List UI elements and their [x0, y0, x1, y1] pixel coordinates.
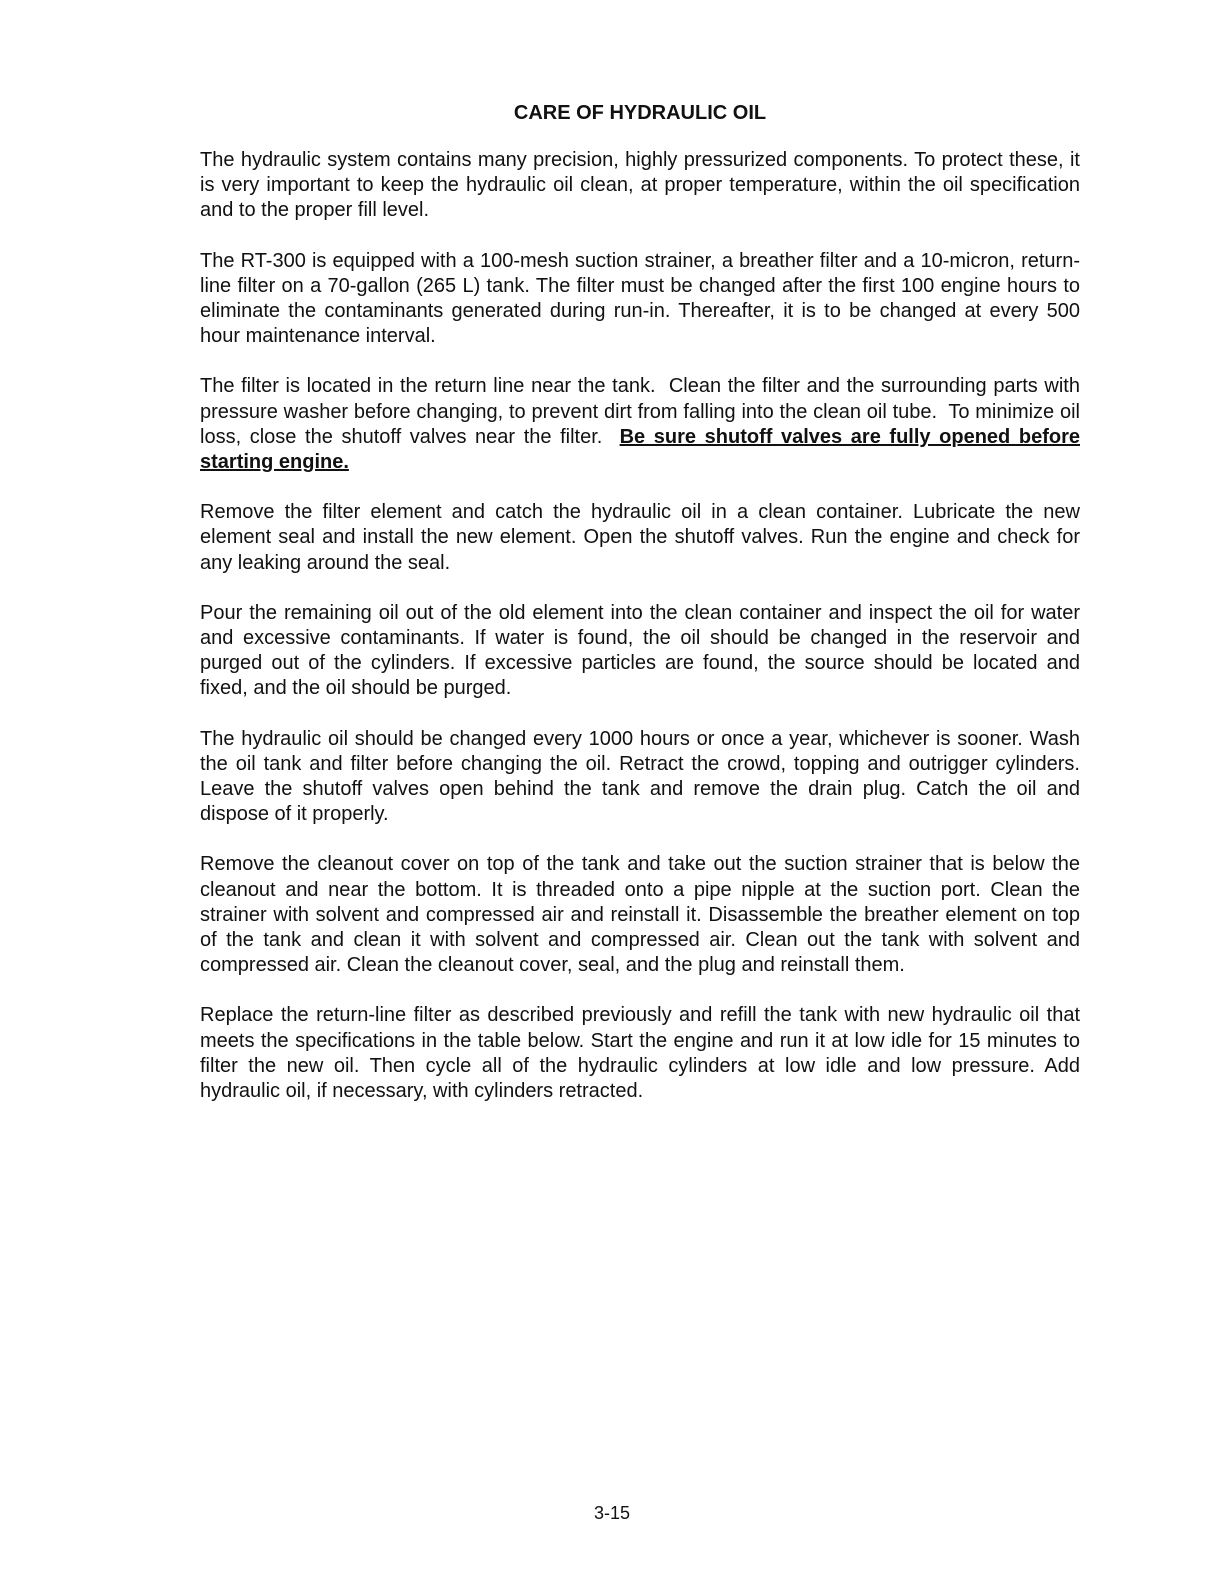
paragraph-inspect-oil — [200, 601, 1080, 702]
warning-emphasis: Be sure shutoff valves are fully opened before starting engine. — [200, 425, 1081, 474]
paragraph-text: The filter is located in the return line near the tank. Clean the filter and the surrounding parts with pressure washer before changing, to prevent dirt from falling into the clean oil tube. To minimize oil loss, close the shutoff valves near the filter. — [200, 375, 1086, 448]
page-number: 3-15 — [593, 1503, 631, 1523]
paragraph-text: Replace the return-line filter as described previously and refill the tank with new hydraulic oil that meets the specifications in the table below. Start the engine and run it at low idle for 15 minutes to filter the new oil. Then cycle all of the hydraulic cylinders at low idle and low pressure. Add hydraulic oil, if necessary, with cylinders retracted. — [200, 1004, 1080, 1103]
paragraph-refill — [200, 1003, 1080, 1104]
paragraph-equipment — [200, 249, 1080, 350]
paragraph-change-interval — [200, 727, 1080, 828]
page-title: CARE OF HYDRAULIC OIL — [513, 102, 767, 124]
paragraph-remove-element — [200, 500, 1080, 576]
paragraph-text: The RT-300 is equipped with a 100-mesh suction strainer, a breather filter and a 10-micron, return-line filter on a 70-gallon (265 L) tank. The filter must be changed after the first 100 engine hours to eliminate the contaminants generated during run-in. Thereafter, it is to be changed at every 500 hour maintenance interval. — [200, 249, 1080, 348]
paragraph-text: Pour the remaining oil out of the old element into the clean container and inspect the oil for water and excessive contaminants. If water is found, the oil should be changed in the reservoir and purged out of the cylinders. If excessive particles are found, the source should be located and fixed, and the oil should be purged. — [200, 601, 1080, 700]
paragraph-intro — [200, 148, 1080, 224]
paragraph-filter-location — [200, 374, 1086, 475]
paragraph-text: The hydraulic system contains many precision, highly pressurized components. To protect these, it is very important to keep the hydraulic oil clean, at proper temperature, within the oil specification and to the proper fill level. — [200, 149, 1080, 222]
paragraph-text: Remove the cleanout cover on top of the tank and take out the suction strainer that is below the cleanout and near the bottom. It is threaded onto a pipe nipple at the suction port. Clean the strainer with solvent and compressed air and reinstall it. Disassemble the breather element on top of the tank and clean it with solvent and compressed air. Clean out the tank with solvent and compressed air. Clean the cleanout cover, seal, and the plug and reinstall them. — [200, 853, 1080, 977]
paragraph-text: The hydraulic oil should be changed every 1000 hours or once a year, whichever is sooner. Wash the oil tank and filter before changing the oil. Retract the crowd, topping and outrigger cylinders. Leave the shutoff valves open behind the tank and remove the drain plug. Catch the oil and dispose of it properly. — [200, 727, 1080, 826]
paragraph-cleanout — [200, 852, 1080, 978]
paragraph-text: Remove the filter element and catch the hydraulic oil in a clean container. Lubricate the new element seal and install the new element. Open the shutoff valves. Run the engine and check for any leaking around the seal. — [200, 501, 1080, 574]
document-page — [200, 100, 1086, 1129]
